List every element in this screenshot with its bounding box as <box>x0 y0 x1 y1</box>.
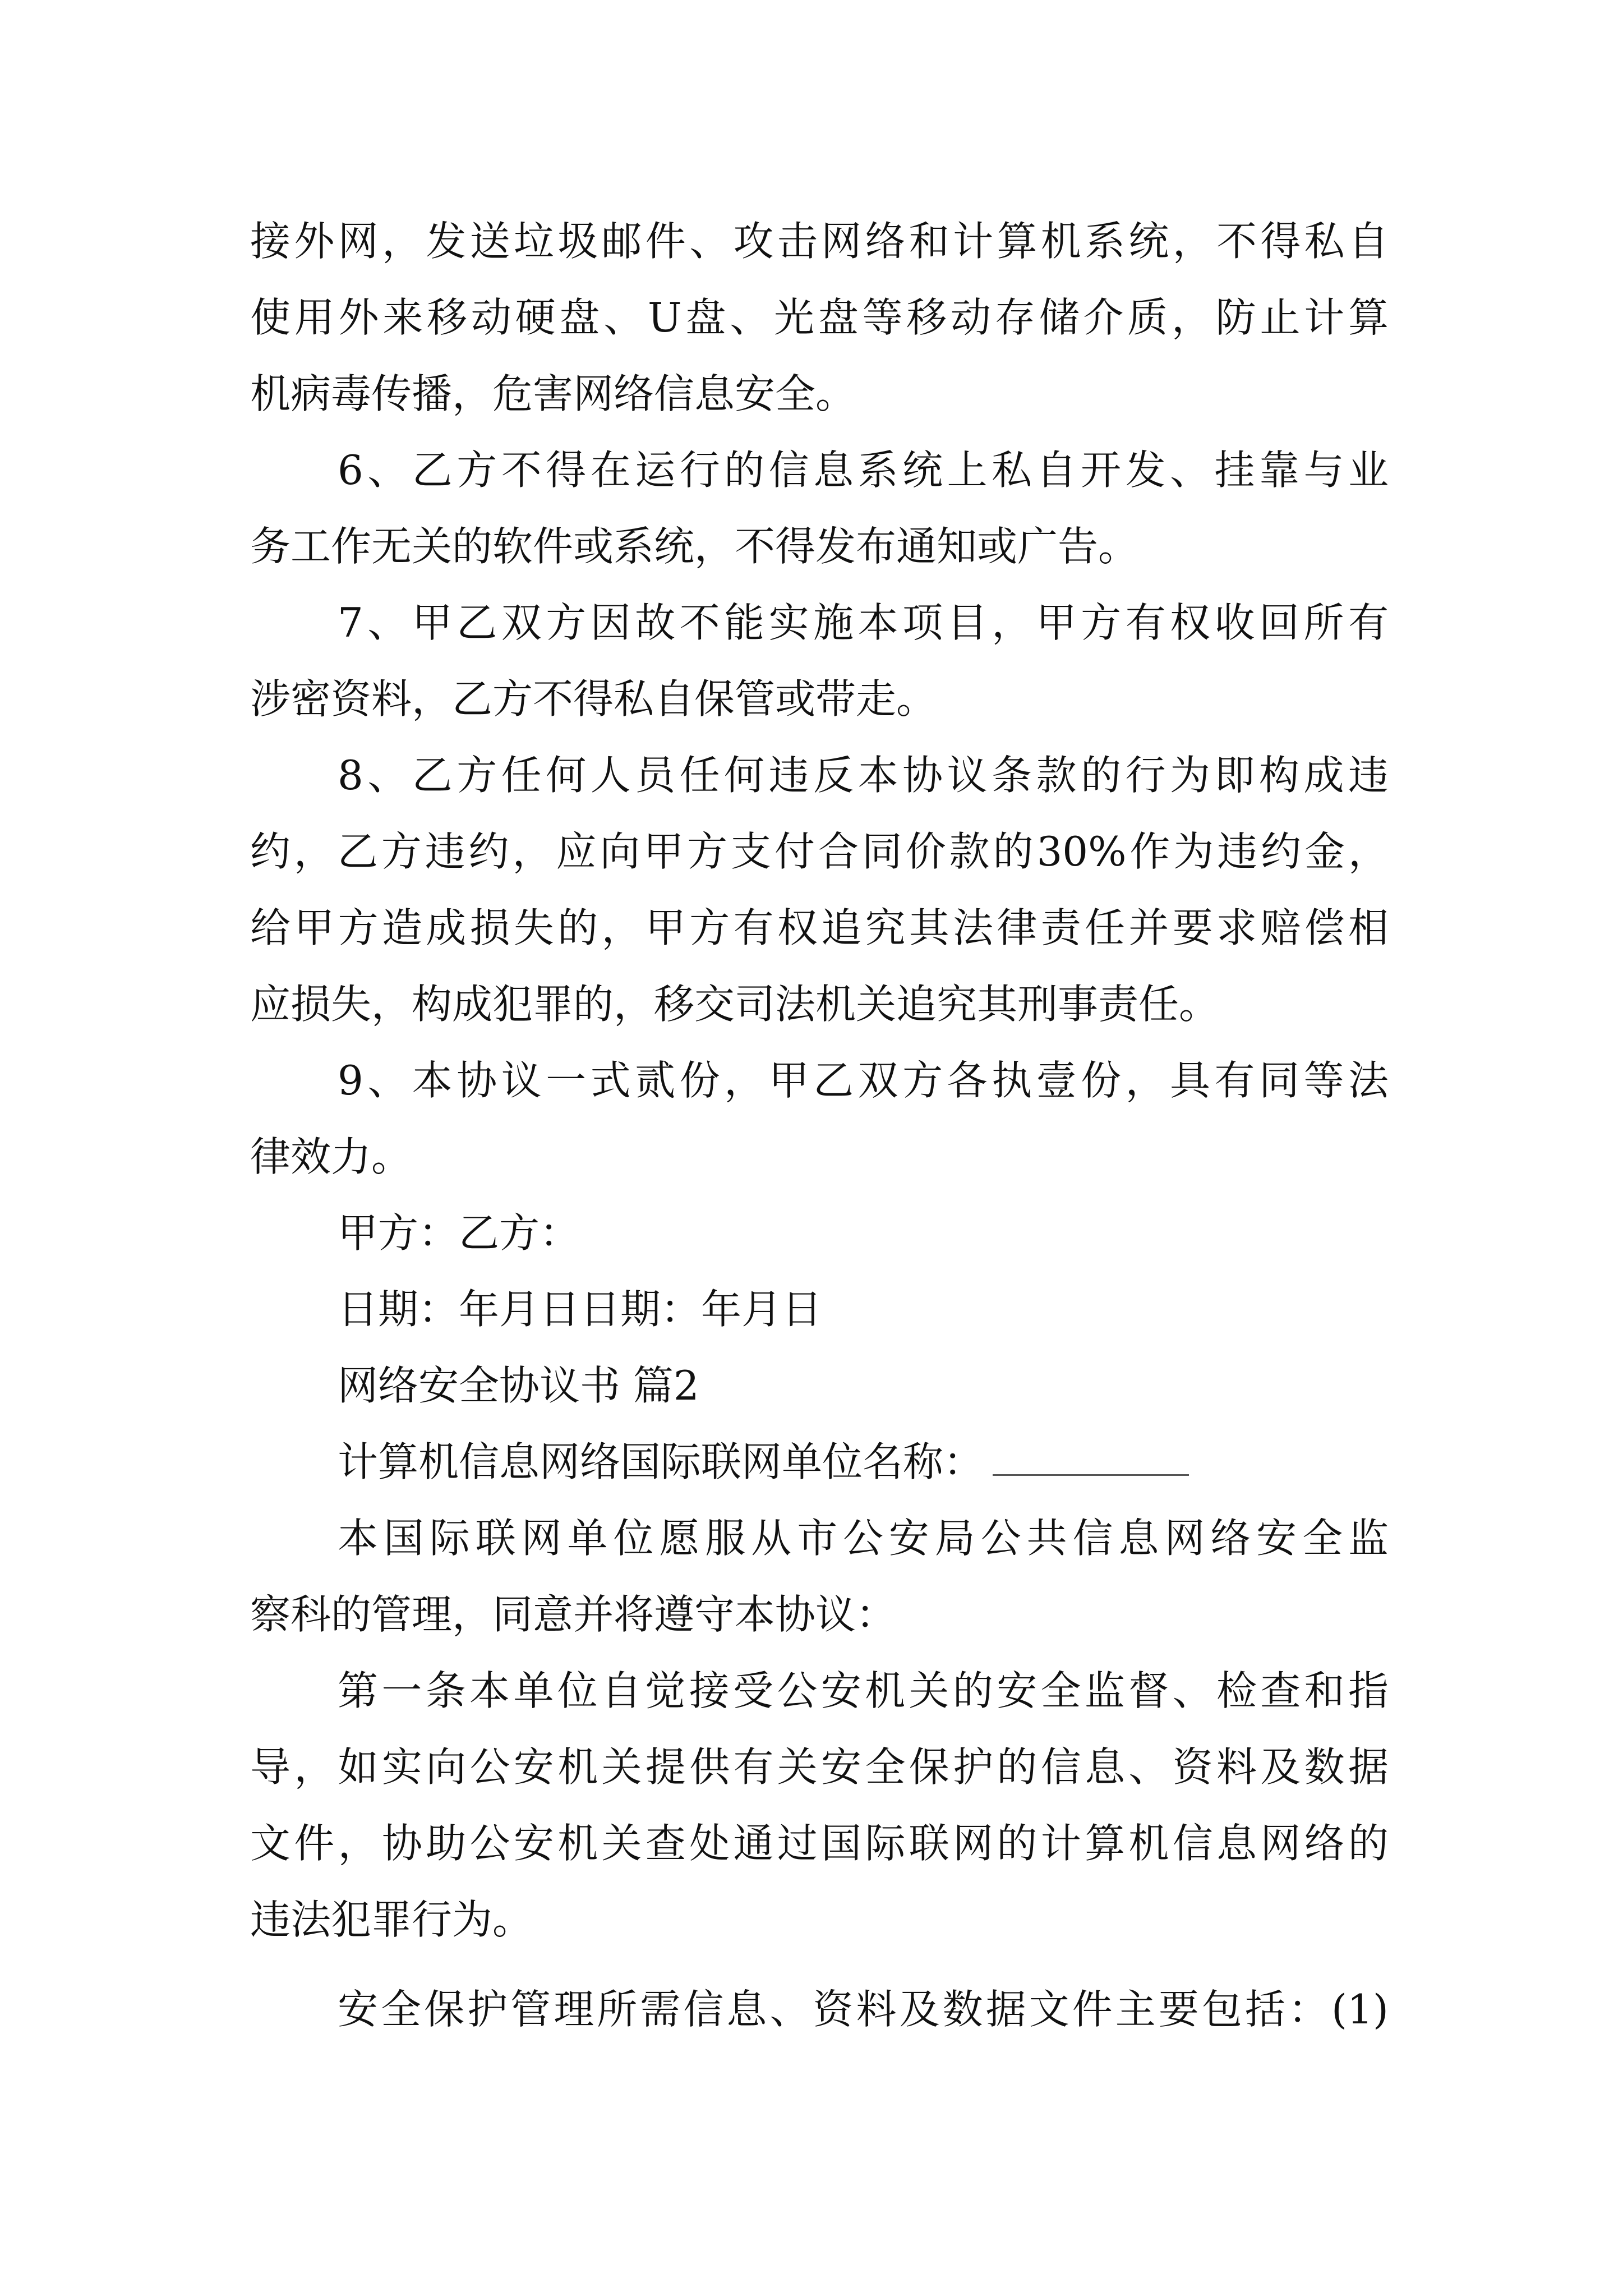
party-signature-line: 甲方：乙方： <box>338 1209 580 1257</box>
date-line: 日期：年月日日期：年月日 <box>338 1286 823 1333</box>
clause-8-line: 8、乙方任何人员任何违反本协议条款的行为即构成违 <box>338 752 1389 799</box>
intro-line: 察科的管理，同意并将遵守本协议： <box>250 1591 897 1638</box>
clause-8-line: 给甲方造成损失的，甲方有权追究其法律责任并要求赔偿相 <box>250 904 1389 951</box>
paragraph-line: 使用外来移动硬盘、U盘、光盘等移动存储介质，防止计算 <box>250 294 1389 341</box>
clause-6-line: 6、乙方不得在运行的信息系统上私自开发、挂靠与业 <box>338 447 1389 494</box>
article-1-line: 违法犯罪行为。 <box>250 1896 533 1943</box>
article-1-line: 导，如实向公安机关提供有关安全保护的信息、资料及数据 <box>250 1743 1389 1791</box>
unit-name-blank <box>993 1441 1189 1476</box>
intro-line: 本国际联网单位愿服从市公安局公共信息网络安全监 <box>338 1515 1389 1562</box>
article-1-line: 文件，协助公安机关查处通过国际联网的计算机信息网络的 <box>250 1820 1389 1867</box>
section-heading: 网络安全协议书 篇2 <box>338 1362 699 1409</box>
document-page <box>250 203 1389 2047</box>
unit-name-label: 计算机信息网络国际联网单位名称： <box>338 1438 984 1485</box>
unit-name-line <box>250 1424 1389 1500</box>
paragraph-line: 机病毒传播，危害网络信息安全。 <box>250 370 856 417</box>
clause-8-line: 约，乙方违约，应向甲方支付合同价款的30%作为违约金， <box>250 828 1389 875</box>
article-1-line: 第一条本单位自觉接受公安机关的安全监督、检查和指 <box>338 1667 1389 1714</box>
clause-9-line: 9、本协议一式贰份，甲乙双方各执壹份，具有同等法 <box>338 1057 1389 1104</box>
clause-9-line: 律效力。 <box>250 1133 412 1180</box>
clause-6-line: 务工作无关的软件或系统，不得发布通知或广告。 <box>250 523 1139 570</box>
info-list-line: 安全保护管理所需信息、资料及数据文件主要包括：(1) <box>338 1986 1389 2033</box>
paragraph-line: 接外网，发送垃圾邮件、攻击网络和计算机系统，不得私自 <box>250 218 1389 265</box>
clause-7-line: 涉密资料，乙方不得私自保管或带走。 <box>250 675 937 723</box>
clause-8-line: 应损失，构成犯罪的，移交司法机关追究其刑事责任。 <box>250 981 1220 1028</box>
clause-7-line: 7、甲乙双方因故不能实施本项目，甲方有权收回所有 <box>338 599 1389 646</box>
